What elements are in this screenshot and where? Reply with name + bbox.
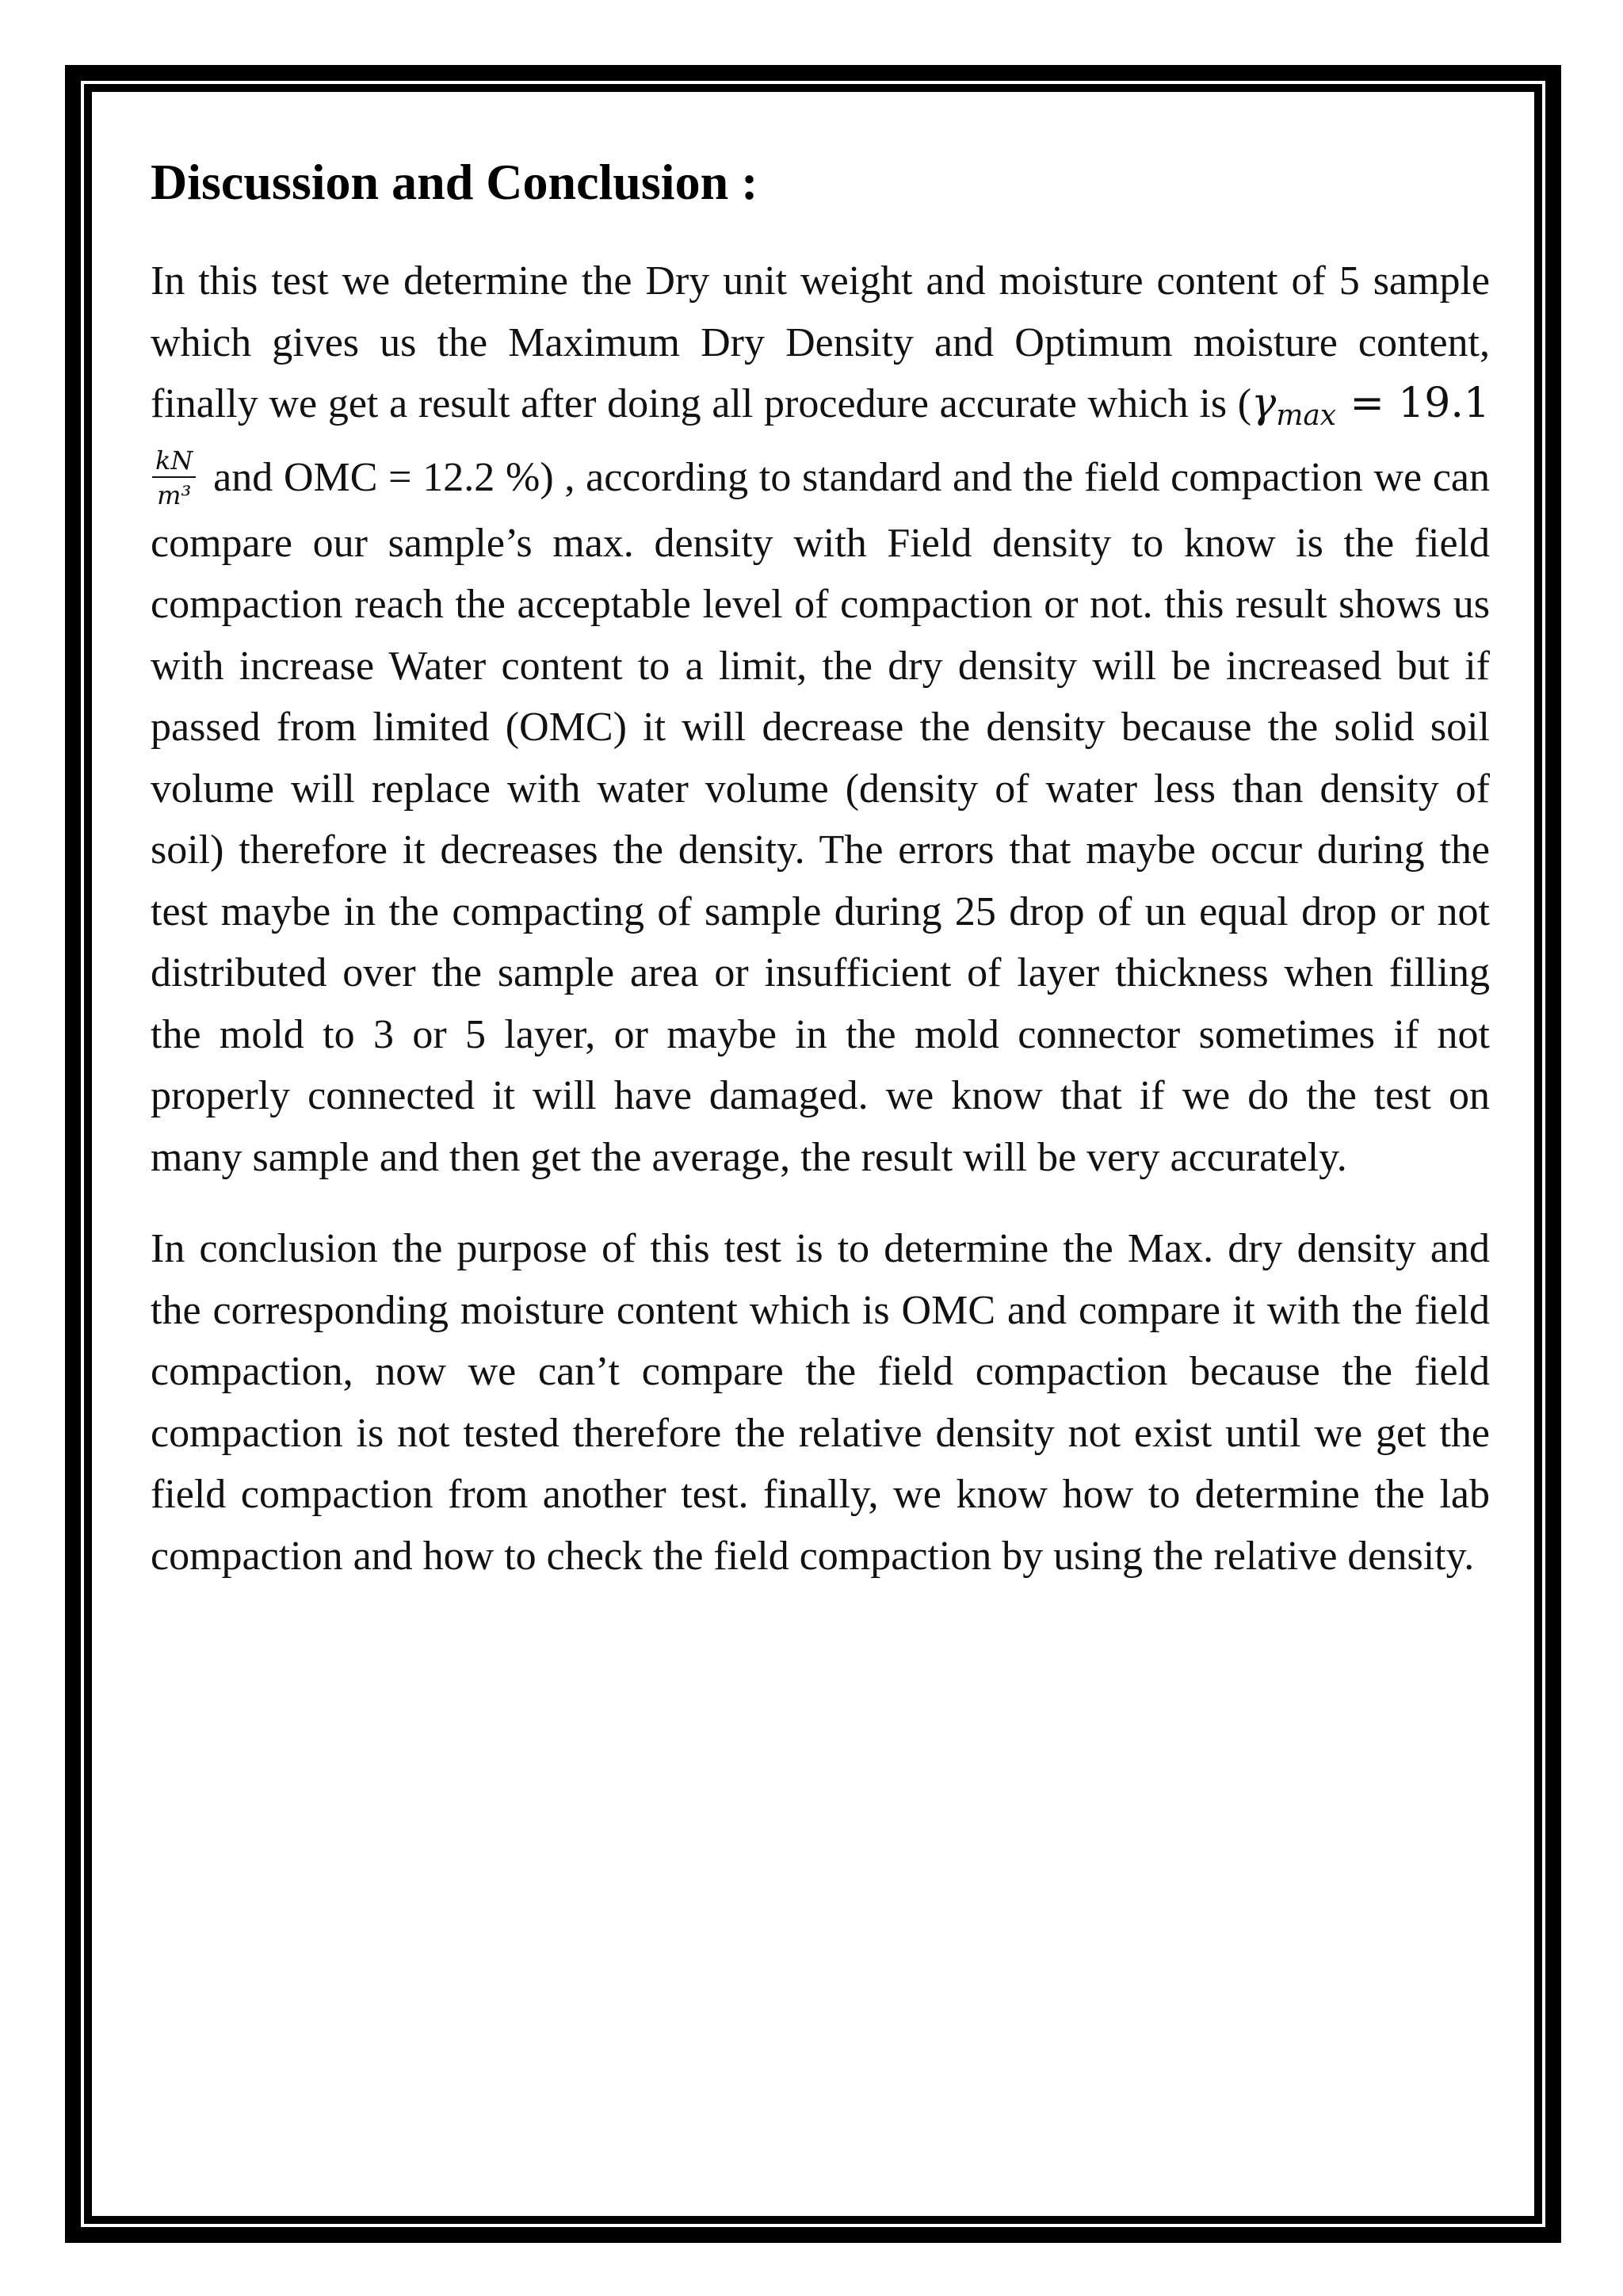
discussion-text-start: In this test we determine the Dry unit weight and moisture content of 5 sample which gives us the Maximum Dry Density and Optimum moisture content, finally we get a result after doing all procedure accurate which is ( (151, 258, 1490, 426)
section-heading: Discussion and Conclusion : (151, 154, 758, 210)
gamma-value: = 19.1 (1336, 380, 1490, 427)
document-body (151, 151, 1490, 1587)
conclusion-paragraph: In conclusion the purpose of this test is to determine the Max. dry density and the corresponding moisture content which is OMC and compare it with the field compaction, now we can’t compare the field compaction because the field compaction is not tested therefore the relative density not exist until we get the field compaction from another test. finally, we know how to determine the lab compaction and how to check the field compaction by using the relative density. (151, 1226, 1490, 1579)
discussion-text-rest: and OMC = 12.2 %) , according to standard and the field compaction we can compare our sample’s max. density with Field density to know is the field compaction reach the acceptable level of compaction or not. this result shows us with increase Water content to a limit, the dry density will be increased but if passed from limited (OMC) it will decrease the density because the solid soil volume will replace with water volume (density of water less than density of soil) therefore it decreases the density. The errors that maybe occur during the test maybe in the compacting of sample during 25 drop of un equal drop or not distributed over the sample area or insufficient of layer thickness when filling the mold to 3 or 5 layer, or maybe in the mold connector sometimes if not properly connected it will have damaged. we know that if we do the test on many sample and then get the average, the result will be very accurately. (151, 454, 1490, 1180)
gamma-symbol: γ (1251, 380, 1277, 427)
unit-fraction (152, 446, 196, 510)
unit-denominator: m³ (157, 479, 192, 510)
gamma-subscript: max (1276, 399, 1337, 432)
discussion-paragraph (151, 250, 1490, 1188)
unit-numerator: kN (152, 446, 196, 478)
